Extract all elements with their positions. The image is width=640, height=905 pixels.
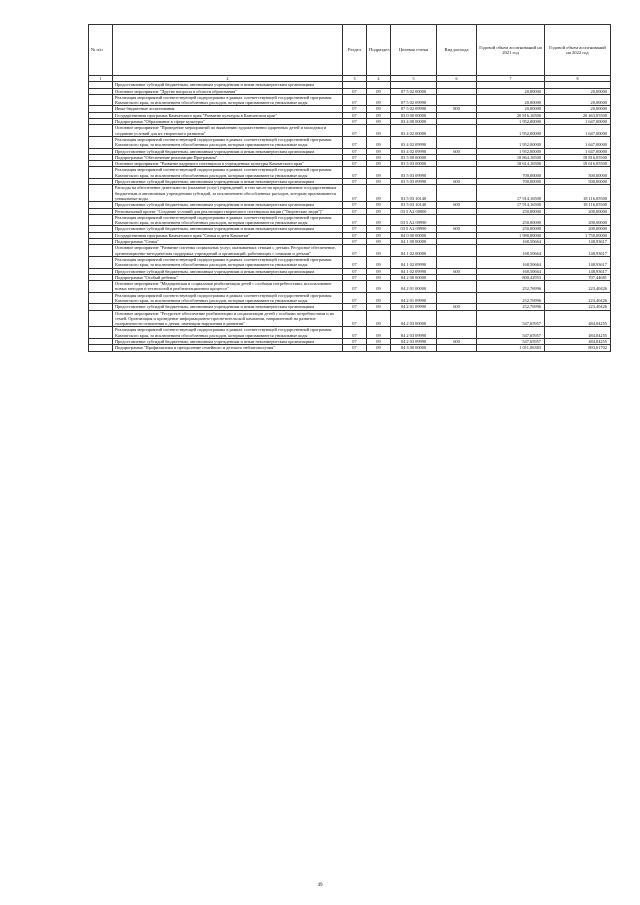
cell-y2022: 148,93617 bbox=[545, 256, 611, 268]
cell-name: Предоставление субсидий бюджетным, автономным учреждениям и иным некоммерческим организациям bbox=[113, 226, 343, 232]
cell-num bbox=[89, 310, 113, 327]
cell-podrazdel: 09 bbox=[367, 185, 391, 202]
cell-vr bbox=[437, 167, 477, 179]
table-row bbox=[89, 125, 611, 137]
cell-podrazdel: 09 bbox=[367, 125, 391, 137]
cell-podrazdel: 09 bbox=[367, 112, 391, 118]
table-row bbox=[89, 136, 611, 148]
cell-podrazdel: 09 bbox=[367, 304, 391, 310]
cell-cs: 03 4 02 09990 bbox=[391, 148, 437, 154]
cell-cs: 07 5 02 09990 bbox=[391, 106, 437, 112]
cell-cs: 03 5 A2 09990 bbox=[391, 226, 437, 232]
cell-vr bbox=[437, 327, 477, 339]
cell-name: Предоставление субсидий бюджетным, автономным учреждениям и иным некоммерческим организациям bbox=[113, 304, 343, 310]
cell-num bbox=[89, 167, 113, 179]
column-index-cell: 6 bbox=[437, 76, 477, 82]
cell-vr bbox=[437, 94, 477, 106]
cell-y2021: 168,50664 bbox=[477, 268, 545, 274]
cell-podrazdel: 09 bbox=[367, 106, 391, 112]
cell-num bbox=[89, 345, 113, 351]
cell-cs: 03 5 A2 00000 bbox=[391, 208, 437, 214]
cell-razdel: 07 bbox=[343, 167, 367, 179]
cell-y2021: 20,00000 bbox=[477, 106, 545, 112]
cell-podrazdel: 09 bbox=[367, 167, 391, 179]
cell-name: Государственная программа Камчатского края "Семья и дети Камчатки" bbox=[113, 232, 343, 238]
cell-cs: 04 2 00 00000 bbox=[391, 274, 437, 280]
header-vr: Вид расхода bbox=[437, 25, 477, 76]
table-row bbox=[89, 256, 611, 268]
cell-cs: 04 2 01 09990 bbox=[391, 304, 437, 310]
cell-razdel: 07 bbox=[343, 245, 367, 257]
cell-y2022: 223,40426 bbox=[545, 304, 611, 310]
cell-cs: 03 5 03 10140 bbox=[391, 185, 437, 202]
header-2021: Годовой объем ассигнований на 2021 год bbox=[477, 25, 545, 76]
cell-vr bbox=[437, 292, 477, 304]
header-num: № п/п bbox=[89, 25, 113, 76]
cell-razdel: 07 bbox=[343, 214, 367, 226]
cell-y2021: 1 952,00000 bbox=[477, 119, 545, 125]
cell-y2021: 1 952,00000 bbox=[477, 148, 545, 154]
cell-razdel: 07 bbox=[343, 345, 367, 351]
cell-razdel: 07 bbox=[343, 125, 367, 137]
cell-cs: 04 1 00 00000 bbox=[391, 239, 437, 245]
cell-podrazdel: 09 bbox=[367, 214, 391, 226]
cell-razdel: 07 bbox=[343, 136, 367, 148]
table-row bbox=[89, 310, 611, 327]
cell-num bbox=[89, 94, 113, 106]
cell-vr: 600 bbox=[437, 202, 477, 208]
cell-vr bbox=[437, 136, 477, 148]
cell-razdel: 07 bbox=[343, 148, 367, 154]
column-index-cell: 7 bbox=[477, 76, 545, 82]
cell-y2021: 168,50664 bbox=[477, 239, 545, 245]
cell-podrazdel: 09 bbox=[367, 136, 391, 148]
cell-razdel: 07 bbox=[343, 274, 367, 280]
cell-vr bbox=[437, 245, 477, 257]
cell-vr bbox=[437, 185, 477, 202]
cell-name: Основное мероприятие "Другие вопросы в области образования" bbox=[113, 88, 343, 94]
cell-vr: 600 bbox=[437, 179, 477, 185]
cell-podrazdel: 09 bbox=[367, 256, 391, 268]
cell-podrazdel: 09 bbox=[367, 281, 391, 293]
cell-podrazdel: 09 bbox=[367, 245, 391, 257]
cell-num bbox=[89, 327, 113, 339]
cell-podrazdel: 09 bbox=[367, 292, 391, 304]
cell-podrazdel: 09 bbox=[367, 339, 391, 345]
cell-num bbox=[89, 245, 113, 257]
cell-y2022: 20,00000 bbox=[545, 94, 611, 106]
cell-razdel: 07 bbox=[343, 239, 367, 245]
cell-vr: 600 bbox=[437, 268, 477, 274]
cell-name: Государственная программа Камчатского края "Развитие культуры в Камчатском крае" bbox=[113, 112, 343, 118]
cell-name: Предоставление субсидий бюджетным, автономным учреждениям и иным некоммерческим организациям bbox=[113, 202, 343, 208]
cell-cs: 07 5 02 09990 bbox=[391, 94, 437, 106]
cell-podrazdel: 09 bbox=[367, 88, 391, 94]
cell-razdel: 07 bbox=[343, 119, 367, 125]
cell-razdel: 07 bbox=[343, 94, 367, 106]
cell-y2021: 547,65957 bbox=[477, 327, 545, 339]
cell-cs: 04 1 02 09990 bbox=[391, 268, 437, 274]
cell-y2022: 148,93617 bbox=[545, 239, 611, 245]
cell-y2022: 148,93617 bbox=[545, 245, 611, 257]
header-name bbox=[113, 25, 343, 76]
cell-y2021: 1 011,06383 bbox=[477, 345, 545, 351]
cell-y2021: 252,76996 bbox=[477, 281, 545, 293]
cell-y2022: 1 647,00000 bbox=[545, 148, 611, 154]
cell-cs: 03 0 00 00000 bbox=[391, 112, 437, 118]
column-index-cell: 2 bbox=[113, 76, 343, 82]
cell-name: Предоставление субсидий бюджетным, автономным учреждениям и иным некоммерческим организациям bbox=[113, 339, 343, 345]
cell-y2021: 168,50664 bbox=[477, 256, 545, 268]
cell-name: Основное мероприятие "Проведение мероприятий по выявлению художественно одаренных детей и молодежи и созданию условий для их творческого развития" bbox=[113, 125, 343, 137]
cell-razdel: 07 bbox=[343, 88, 367, 94]
table-row bbox=[89, 281, 611, 293]
table-header-row bbox=[89, 25, 611, 76]
cell-y2022: 148,93617 bbox=[545, 268, 611, 274]
cell-y2022: 484,04255 bbox=[545, 339, 611, 345]
cell-y2022: 1 647,00000 bbox=[545, 119, 611, 125]
cell-vr: 800 bbox=[437, 106, 477, 112]
cell-y2022: 707,44681 bbox=[545, 274, 611, 280]
cell-cs: 07 5 02 00000 bbox=[391, 88, 437, 94]
cell-vr bbox=[437, 310, 477, 327]
cell-y2021: 700,00000 bbox=[477, 167, 545, 179]
page-number: 49 bbox=[317, 883, 323, 888]
cell-cs: 04 0 00 00000 bbox=[391, 232, 437, 238]
cell-razdel: 07 bbox=[343, 281, 367, 293]
cell-name: Реализация мероприятий соответствующей подпрограммы в рамках соответствующей государственной программы Камчатского края, за исключением обособленных расходов, которым присваиваются уникальные коды bbox=[113, 214, 343, 226]
cell-y2022: 200,00000 bbox=[545, 214, 611, 226]
cell-num bbox=[89, 256, 113, 268]
cell-podrazdel: 09 bbox=[367, 202, 391, 208]
header-podrazdel: Подраздел bbox=[367, 25, 391, 76]
cell-name: Подпрограмма "Образование в сфере культуры" bbox=[113, 119, 343, 125]
cell-y2022: 18 116,05500 bbox=[545, 185, 611, 202]
header-razdel: Раздел bbox=[343, 25, 367, 76]
cell-podrazdel: 09 bbox=[367, 345, 391, 351]
cell-y2022: 200,00000 bbox=[545, 226, 611, 232]
cell-vr bbox=[437, 345, 477, 351]
cell-y2021: 547,65957 bbox=[477, 339, 545, 345]
cell-cs: 04 2 03 09990 bbox=[391, 327, 437, 339]
cell-podrazdel: 09 bbox=[367, 274, 391, 280]
table-row bbox=[89, 167, 611, 179]
cell-name: Реализация мероприятий соответствующей подпрограммы в рамках соответствующей государственной программы Камчатского края, за исключением обособленных расходов, которым присваиваются уникальные коды bbox=[113, 327, 343, 339]
cell-y2022: 500,00000 bbox=[545, 179, 611, 185]
header-cs: Целевая статья bbox=[391, 25, 437, 76]
cell-y2021: 1 952,00000 bbox=[477, 125, 545, 137]
table-row bbox=[89, 94, 611, 106]
cell-razdel: 07 bbox=[343, 154, 367, 160]
header-2022: Годовой объем ассигнований на 2022 год bbox=[545, 25, 611, 76]
cell-y2021: 20,00000 bbox=[477, 88, 545, 94]
cell-name: Основное мероприятие "Развитие системы социальных услуг, оказываемых семьям с детьми. Ресурсное обеспечение, организационно-методическая поддержка учреждений и организаций, работающих с семьями и детьми" bbox=[113, 245, 343, 257]
cell-razdel: 07 bbox=[343, 268, 367, 274]
cell-name: Подпрограмма "Обеспечение реализации Программы" bbox=[113, 154, 343, 160]
cell-razdel: 07 bbox=[343, 112, 367, 118]
cell-y2022: 20,00000 bbox=[545, 106, 611, 112]
table-row bbox=[89, 292, 611, 304]
cell-vr: 600 bbox=[437, 339, 477, 345]
cell-y2022: 500,00000 bbox=[545, 167, 611, 179]
column-index-cell: 1 bbox=[89, 76, 113, 82]
cell-podrazdel: 09 bbox=[367, 179, 391, 185]
table-row bbox=[89, 345, 611, 351]
cell-y2022: 484,04255 bbox=[545, 310, 611, 327]
cell-cs: 03 4 02 00000 bbox=[391, 125, 437, 137]
cell-num bbox=[89, 214, 113, 226]
cell-cs: 04 2 03 00000 bbox=[391, 310, 437, 327]
cell-cs: 03 5 03 09990 bbox=[391, 179, 437, 185]
cell-y2021: 547,65957 bbox=[477, 310, 545, 327]
cell-num bbox=[89, 292, 113, 304]
cell-razdel: 07 bbox=[343, 232, 367, 238]
cell-y2021: 252,76996 bbox=[477, 292, 545, 304]
cell-y2021: 18 864,16500 bbox=[477, 154, 545, 160]
cell-y2022: 1 647,00000 bbox=[545, 125, 611, 137]
cell-podrazdel: 09 bbox=[367, 310, 391, 327]
cell-y2022: 893,61702 bbox=[545, 345, 611, 351]
cell-name: Предоставление субсидий бюджетным, автономным учреждениям и иным некоммерческим организациям bbox=[113, 179, 343, 185]
cell-podrazdel: 09 bbox=[367, 268, 391, 274]
cell-vr: 600 bbox=[437, 304, 477, 310]
cell-podrazdel: 09 bbox=[367, 154, 391, 160]
cell-name: Реализация мероприятий соответствующей подпрограммы в рамках соответствующей государственной программы Камчатского края, за исключением обособленных расходов, которым присваиваются уникальные коды bbox=[113, 167, 343, 179]
cell-y2021: 250,00000 bbox=[477, 214, 545, 226]
cell-cs: 04 2 03 09990 bbox=[391, 339, 437, 345]
cell-y2022: 18 116,05500 bbox=[545, 202, 611, 208]
cell-name: Предоставление субсидий бюджетным, автономным учреждениям и иным некоммерческим организациям bbox=[113, 148, 343, 154]
cell-y2022: 1 750,00000 bbox=[545, 232, 611, 238]
cell-y2021: 17 914,16500 bbox=[477, 185, 545, 202]
cell-name: Предоставление субсидий бюджетным, автономным учреждениям и иным некоммерческим организациям bbox=[113, 82, 343, 88]
cell-name: Иные бюджетные ассигнования bbox=[113, 106, 343, 112]
cell-name: Реализация мероприятий соответствующей подпрограммы в рамках соответствующей государственной программы Камчатского края, за исключением обособленных расходов, которым присваиваются уникальные коды bbox=[113, 292, 343, 304]
cell-num bbox=[89, 125, 113, 137]
column-index-cell: 4 bbox=[367, 76, 391, 82]
cell-cs: 04 3 00 00000 bbox=[391, 345, 437, 351]
cell-y2021: 252,76996 bbox=[477, 304, 545, 310]
cell-razdel: 07 bbox=[343, 327, 367, 339]
cell-vr bbox=[437, 125, 477, 137]
cell-name: Реализация мероприятий соответствующей подпрограммы в рамках соответствующей государственной программы Камчатского края, за исключением обособленных расходов, которым присваиваются уникальные коды bbox=[113, 136, 343, 148]
cell-name: Реализация мероприятий соответствующей подпрограммы в рамках соответствующей государственной программы Камчатского края, за исключением обособленных расходов, которым присваиваются уникальные коды bbox=[113, 94, 343, 106]
cell-name: Предоставление субсидий бюджетным, автономным учреждениям и иным некоммерческим организациям bbox=[113, 268, 343, 274]
cell-razdel: 07 bbox=[343, 208, 367, 214]
cell-name: Основное мероприятие "Развитие кадрового потенциала в учреждениях культуры Камчатского края" bbox=[113, 161, 343, 167]
cell-name: Подпрограмма "Профилактика и преодоление семейного и детского неблагополучия" bbox=[113, 345, 343, 351]
cell-y2022: 484,04255 bbox=[545, 327, 611, 339]
cell-podrazdel: 09 bbox=[367, 327, 391, 339]
cell-cs: 03 5 03 09990 bbox=[391, 167, 437, 179]
cell-y2021: 250,00000 bbox=[477, 226, 545, 232]
cell-y2022: 20 463,05500 bbox=[545, 112, 611, 118]
cell-cs: 03 5 A2 09990 bbox=[391, 214, 437, 226]
cell-podrazdel: 09 bbox=[367, 161, 391, 167]
cell-cs: 04 2 01 09990 bbox=[391, 292, 437, 304]
cell-y2021: 17 914,16500 bbox=[477, 202, 545, 208]
table-row bbox=[89, 245, 611, 257]
cell-y2021: 1 952,00000 bbox=[477, 136, 545, 148]
column-index-cell: 5 bbox=[391, 76, 437, 82]
cell-podrazdel: 09 bbox=[367, 208, 391, 214]
cell-y2022: 20,00000 bbox=[545, 88, 611, 94]
cell-podrazdel: 09 bbox=[367, 94, 391, 106]
cell-razdel: 07 bbox=[343, 310, 367, 327]
cell-y2021: 20,00000 bbox=[477, 94, 545, 106]
cell-y2022: 18 816,05500 bbox=[545, 154, 611, 160]
cell-podrazdel: 09 bbox=[367, 148, 391, 154]
cell-razdel: 07 bbox=[343, 292, 367, 304]
cell-razdel: 07 bbox=[343, 256, 367, 268]
cell-y2021: 18 614,16500 bbox=[477, 161, 545, 167]
cell-name: Основное мероприятие "Медицинская и социальная реабилитация детей с особыми потребностями, использование новых методов и технологий в реабилитационном процессе" bbox=[113, 281, 343, 293]
table-row bbox=[89, 327, 611, 339]
cell-cs: 03 5 00 00000 bbox=[391, 154, 437, 160]
cell-razdel: 07 bbox=[343, 202, 367, 208]
cell-razdel: 07 bbox=[343, 106, 367, 112]
cell-y2022: 200,00000 bbox=[545, 208, 611, 214]
cell-name: Расходы на обеспечение деятельности (оказание услуг) учреждений, в том числе на предоставление государственным бюджетным и автономным учреждениям субсидий, за исключением обособленных расходов, которым присваиваются уникальные коды bbox=[113, 185, 343, 202]
cell-razdel: 07 bbox=[343, 339, 367, 345]
cell-y2021: 20 816,16500 bbox=[477, 112, 545, 118]
cell-y2021: 1 980,00000 bbox=[477, 232, 545, 238]
cell-razdel: 07 bbox=[343, 185, 367, 202]
cell-y2021: 250,00000 bbox=[477, 208, 545, 214]
cell-y2021: 168,50664 bbox=[477, 245, 545, 257]
cell-vr bbox=[437, 281, 477, 293]
cell-cs: 04 2 01 00000 bbox=[391, 281, 437, 293]
cell-y2022: 1 647,00000 bbox=[545, 136, 611, 148]
cell-razdel: 07 bbox=[343, 226, 367, 232]
cell-vr: 600 bbox=[437, 148, 477, 154]
cell-cs: 04 1 02 09990 bbox=[391, 256, 437, 268]
cell-name: Основное мероприятие "Ресурсное обеспечение реабилитации и социализации детей с особыми потребностями и их семей. Организация и проведение информационно-просветительской кампании, направленной на развитие толерантности отношения к детям, имеющим нарушения в развитии" bbox=[113, 310, 343, 327]
cell-name: Подпрограмма "Особый ребенок" bbox=[113, 274, 343, 280]
cell-cs: 03 4 02 09990 bbox=[391, 136, 437, 148]
cell-podrazdel: 09 bbox=[367, 226, 391, 232]
cell-vr bbox=[437, 256, 477, 268]
cell-name: Подпрограмма "Семья" bbox=[113, 239, 343, 245]
cell-y2022: 223,40426 bbox=[545, 281, 611, 293]
cell-podrazdel: 09 bbox=[367, 239, 391, 245]
cell-cs: 03 5 03 10140 bbox=[391, 202, 437, 208]
column-index-cell: 3 bbox=[343, 76, 367, 82]
cell-name: Региональный проект "Создание условий для реализации творческого потенциала нации ("Творческие люди")" bbox=[113, 208, 343, 214]
column-index-cell: 8 bbox=[545, 76, 611, 82]
budget-table bbox=[88, 24, 611, 352]
cell-razdel: 07 bbox=[343, 304, 367, 310]
cell-razdel: 07 bbox=[343, 179, 367, 185]
table-row bbox=[89, 214, 611, 226]
cell-num bbox=[89, 136, 113, 148]
table-row bbox=[89, 185, 611, 202]
cell-vr: 600 bbox=[437, 226, 477, 232]
cell-name: Реализация мероприятий соответствующей подпрограммы в рамках соответствующей государственной программы Камчатского края, за исключением обособленных расходов, которым присваиваются уникальные коды bbox=[113, 256, 343, 268]
cell-num bbox=[89, 281, 113, 293]
cell-y2021: 700,00000 bbox=[477, 179, 545, 185]
cell-cs: 03 5 03 00000 bbox=[391, 161, 437, 167]
cell-y2022: 223,40426 bbox=[545, 292, 611, 304]
cell-cs: 04 1 02 00000 bbox=[391, 245, 437, 257]
cell-cs: 03 4 00 00000 bbox=[391, 119, 437, 125]
cell-podrazdel: 09 bbox=[367, 119, 391, 125]
cell-num bbox=[89, 185, 113, 202]
cell-razdel: 07 bbox=[343, 161, 367, 167]
cell-y2021: 800,42953 bbox=[477, 274, 545, 280]
cell-podrazdel: 09 bbox=[367, 232, 391, 238]
cell-vr bbox=[437, 214, 477, 226]
cell-y2022: 18 616,05500 bbox=[545, 161, 611, 167]
